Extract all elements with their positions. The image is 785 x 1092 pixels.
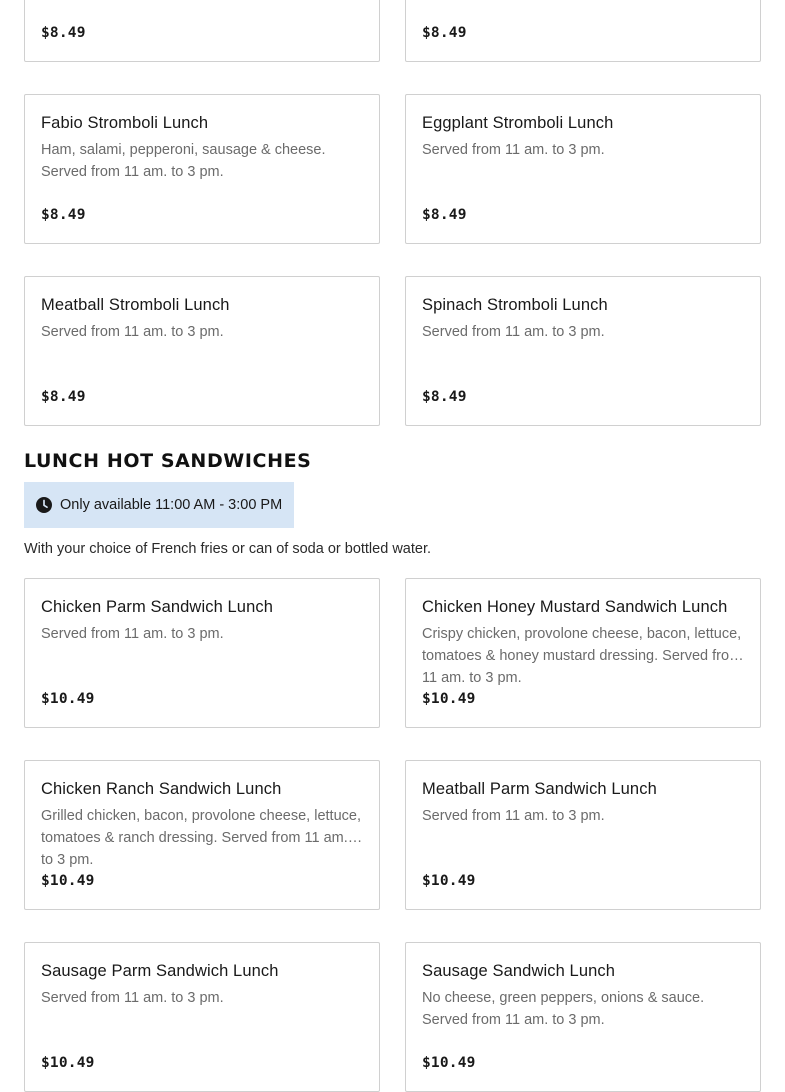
menu-item-title: Eggplant Stromboli Lunch bbox=[422, 114, 614, 132]
menu-item-price: $8.49 bbox=[422, 25, 467, 41]
menu-item-card[interactable] bbox=[24, 578, 380, 728]
menu-item-card[interactable] bbox=[405, 276, 761, 426]
availability-badge bbox=[24, 482, 294, 528]
menu-item-price: $8.49 bbox=[41, 207, 86, 223]
menu-item-price: $8.49 bbox=[41, 25, 86, 41]
menu-item-price: $10.49 bbox=[41, 1055, 95, 1071]
menu-item-price: $8.49 bbox=[422, 207, 467, 223]
menu-item-description: Served from 11 am. to 3 pm. bbox=[41, 324, 224, 340]
menu-item-price: $10.49 bbox=[41, 873, 95, 889]
menu-item-title: Chicken Parm Sandwich Lunch bbox=[41, 598, 273, 616]
stromboli-items-grid bbox=[24, 0, 761, 426]
section-description: With your choice of French fries or can of soda or bottled water. bbox=[24, 541, 431, 557]
menu-item-card[interactable] bbox=[24, 94, 380, 244]
menu-item-price: $10.49 bbox=[41, 691, 95, 707]
menu-item-card[interactable] bbox=[405, 760, 761, 910]
menu-item-title: Meatball Stromboli Lunch bbox=[41, 296, 230, 314]
menu-item-price: $8.49 bbox=[41, 389, 86, 405]
menu-item-card[interactable] bbox=[24, 276, 380, 426]
menu-item-price: $8.49 bbox=[422, 389, 467, 405]
menu-item-title: Spinach Stromboli Lunch bbox=[422, 296, 608, 314]
menu-item-card[interactable] bbox=[405, 94, 761, 244]
menu-item-description: Crispy chicken, provolone cheese, bacon, lettuce, tomatoes & honey mustard dressing. Served from 11 am. to 3 pm. bbox=[422, 626, 742, 686]
menu-item-card[interactable] bbox=[405, 942, 761, 1092]
menu-item-description: Served from 11 am. to 3 pm. bbox=[41, 990, 224, 1006]
menu-item-card[interactable] bbox=[24, 0, 380, 62]
menu-item-description: Ham, salami, pepperoni, sausage & cheese. Served from 11 am. to 3 pm. bbox=[41, 142, 326, 180]
menu-item-description: Served from 11 am. to 3 pm. bbox=[41, 626, 224, 642]
clock-icon bbox=[36, 497, 52, 513]
menu-item-description: Grilled chicken, bacon, provolone cheese, lettuce, tomatoes & ranch dressing. Served from 11 am. to 3 pm. bbox=[41, 808, 361, 868]
menu-item-description: Served from 11 am. to 3 pm. bbox=[422, 324, 605, 340]
menu-item-price: $10.49 bbox=[422, 691, 476, 707]
menu-item-price: $10.49 bbox=[422, 1055, 476, 1071]
menu-item-description: Served from 11 am. to 3 pm. bbox=[422, 142, 605, 158]
menu-item-description: No cheese, green peppers, onions & sauce. Served from 11 am. to 3 pm. bbox=[422, 990, 705, 1028]
menu-item-description: Served from 11 am. to 3 pm. bbox=[422, 808, 605, 824]
menu-item-title: Sausage Sandwich Lunch bbox=[422, 962, 616, 980]
availability-text: Only available 11:00 AM - 3:00 PM bbox=[60, 497, 283, 513]
menu-item-title: Fabio Stromboli Lunch bbox=[41, 114, 209, 132]
menu-item-card[interactable] bbox=[405, 578, 761, 728]
menu-item-title: Meatball Parm Sandwich Lunch bbox=[422, 780, 657, 798]
menu-item-title: Chicken Honey Mustard Sandwich Lunch bbox=[422, 598, 728, 616]
menu-item-title: Chicken Ranch Sandwich Lunch bbox=[41, 780, 282, 798]
menu-item-title: Sausage Parm Sandwich Lunch bbox=[41, 962, 279, 980]
menu-item-card[interactable] bbox=[24, 760, 380, 910]
hot-sandwiches-grid bbox=[24, 578, 761, 1092]
section-title: LUNCH HOT SANDWICHES bbox=[24, 450, 312, 472]
menu-item-card[interactable] bbox=[24, 942, 380, 1092]
menu-item-price: $10.49 bbox=[422, 873, 476, 889]
menu-item-card[interactable] bbox=[405, 0, 761, 62]
